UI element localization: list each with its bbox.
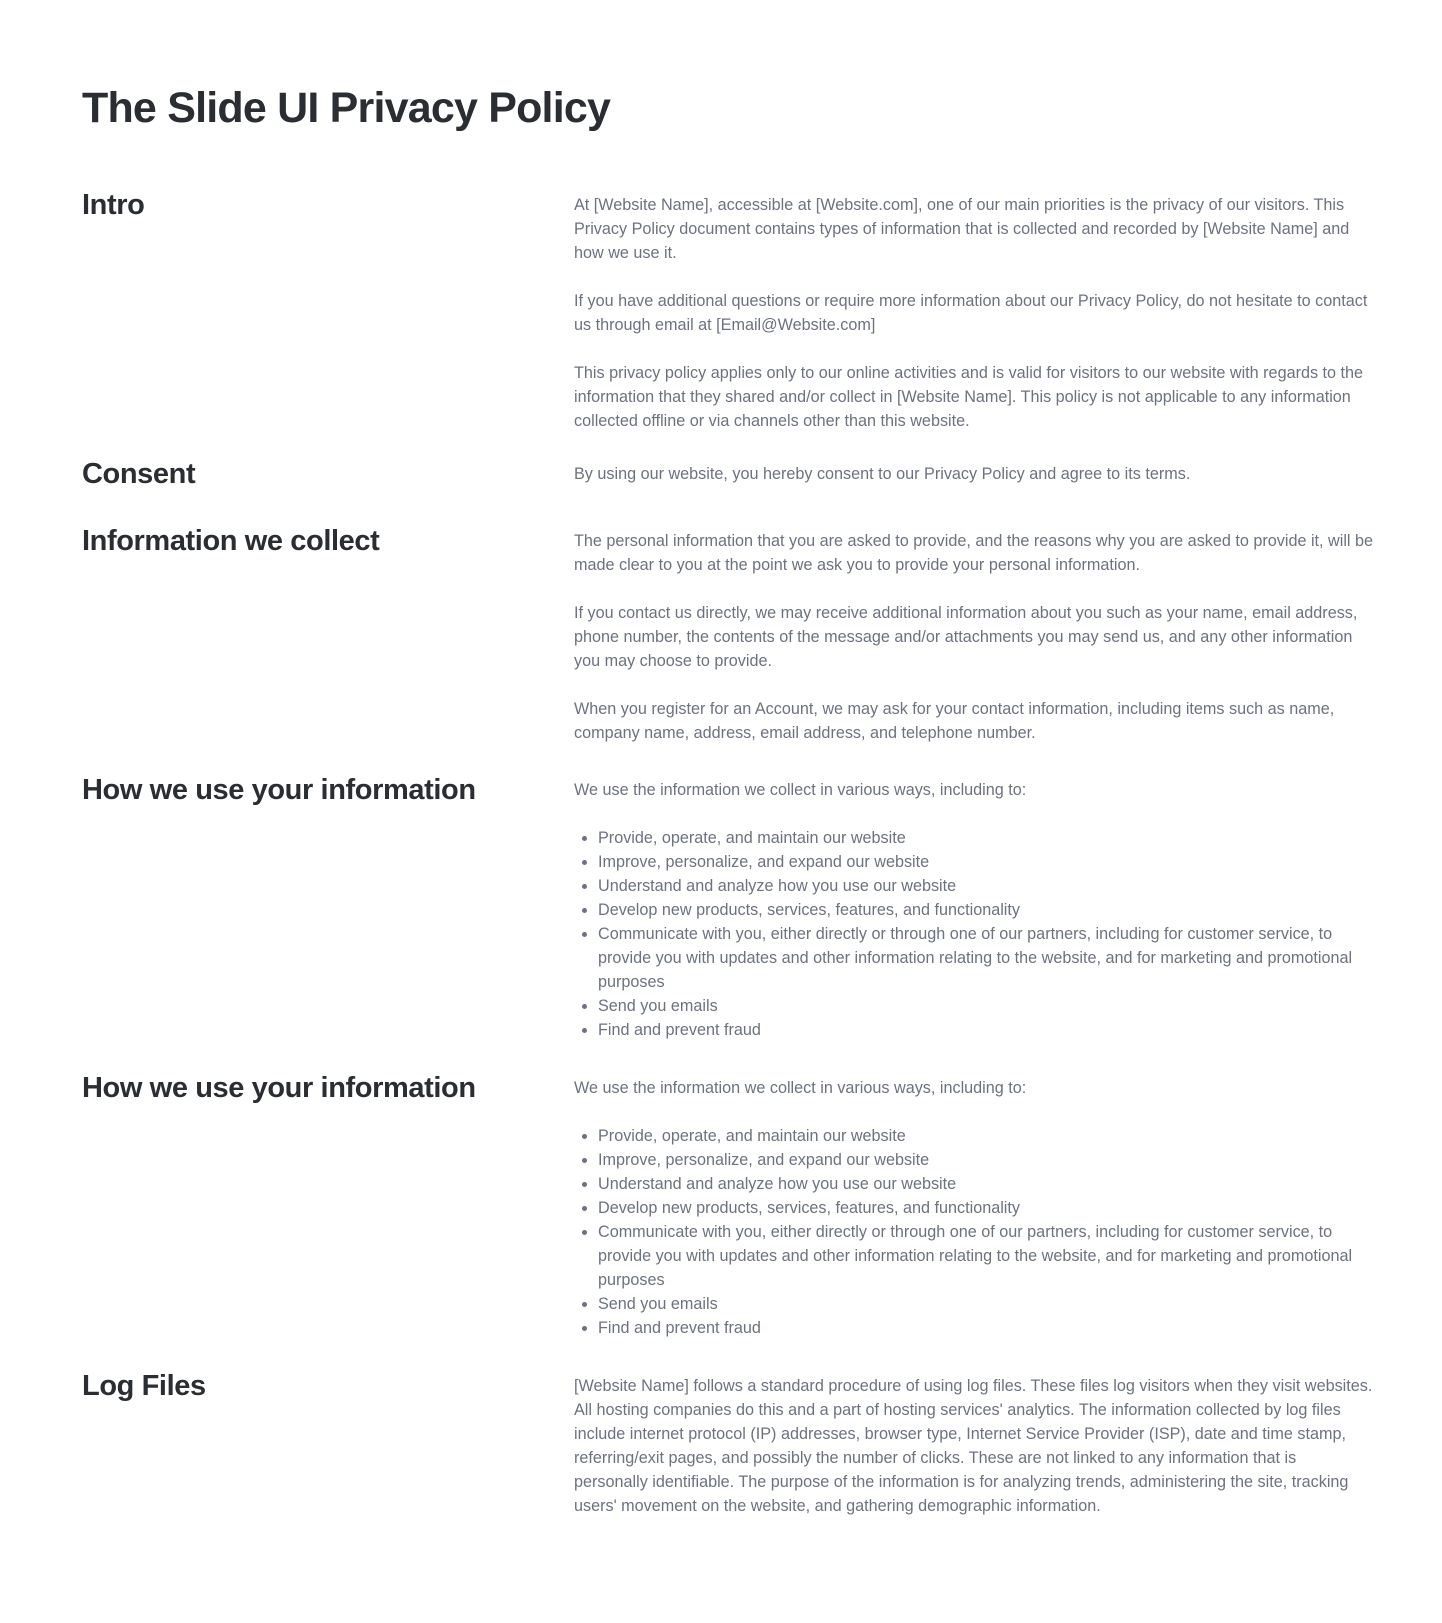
list-item: • Communicate with you, either directly or through one of our partners, including for customer service, to provide you with updates and other information relating to the website, and for marketing and promotional purposes: [598, 1220, 1374, 1292]
section-body: [574, 529, 1374, 745]
list-item: • Develop new products, services, features, and functionality: [598, 898, 1374, 922]
section-body: [574, 462, 1374, 486]
section-body: [574, 1076, 1374, 1340]
list-item: • Communicate with you, either directly or through one of our partners, including for customer service, to provide you with updates and other information relating to the website, and for marketing and promotional purposes: [598, 922, 1374, 994]
section-heading: How we use your information: [82, 1072, 476, 1104]
paragraph: [Website Name] follows a standard procedure of using log files. These files log visitors when they visit websites. All hosting companies do this and a part of hosting services' analytics. The information collected by log files include internet protocol (IP) addresses, browser type, Internet Service Provider (ISP), date and time stamp, referring/exit pages, and possibly the number of clicks. These are not linked to any information that is personally identifiable. The purpose of the information is for analyzing trends, administering the site, tracking users' movement on the website, and gathering demographic information.: [574, 1377, 1373, 1515]
list-item: • Send you emails: [598, 1292, 1374, 1316]
paragraph: If you contact us directly, we may receive additional information about you such as your name, email address, phone number, the contents of the message and/or attachments you may send us, and any other information you may choose to provide.: [574, 604, 1358, 670]
list-item: • Understand and analyze how you use our website: [598, 874, 1374, 898]
list-item: • Provide, operate, and maintain our website: [598, 826, 1374, 850]
paragraph: When you register for an Account, we may ask for your contact information, including items such as name, company name, address, email address, and telephone number.: [574, 700, 1335, 742]
list-intro: We use the information we collect in various ways, including to:: [574, 1079, 1027, 1097]
list-item: • Provide, operate, and maintain our website: [598, 1124, 1374, 1148]
paragraph: At [Website Name], accessible at [Website.com], one of our main priorities is the privacy of our visitors. This Privacy Policy document contains types of information that is collected and recorded by [Website Name] and how we use it.: [574, 196, 1350, 262]
section-body: [574, 193, 1374, 433]
section-body: [574, 778, 1374, 1042]
paragraph: The personal information that you are asked to provide, and the reasons why you are asked to provide it, will be made clear to you at the point we ask you to provide your personal information.: [574, 532, 1374, 574]
section-heading: Log Files: [82, 1370, 206, 1402]
list-item: • Find and prevent fraud: [598, 1018, 1374, 1042]
section-heading: Intro: [82, 189, 145, 221]
paragraph: By using our website, you hereby consent to our Privacy Policy and agree to its terms.: [574, 465, 1191, 483]
list-item: • Send you emails: [598, 994, 1374, 1018]
privacy-policy-page: [82, 78, 1382, 1515]
section-heading: Consent: [82, 458, 196, 490]
list-item: • Improve, personalize, and expand our website: [598, 850, 1374, 874]
section-heading: Information we collect: [82, 525, 380, 557]
list-item: • Develop new products, services, features, and functionality: [598, 1196, 1374, 1220]
list-item: • Find and prevent fraud: [598, 1316, 1374, 1340]
list-intro: We use the information we collect in various ways, including to:: [574, 781, 1027, 799]
list-item: • Understand and analyze how you use our website: [598, 1172, 1374, 1196]
bullet-list: [574, 1124, 1374, 1340]
page-title: The Slide UI Privacy Policy: [82, 84, 611, 132]
list-item: • Improve, personalize, and expand our website: [598, 1148, 1374, 1172]
section-body: [574, 1374, 1374, 1518]
paragraph: If you have additional questions or require more information about our Privacy Policy, do not hesitate to contact us through email at [Email@Website.com]: [574, 292, 1368, 334]
paragraph: This privacy policy applies only to our online activities and is valid for visitors to our website with regards to the information that they shared and/or collect in [Website Name]. This policy is not applicable to any information collected offline or via channels other than this website.: [574, 364, 1364, 430]
bullet-list: [574, 826, 1374, 1042]
section-heading: How we use your information: [82, 774, 476, 806]
